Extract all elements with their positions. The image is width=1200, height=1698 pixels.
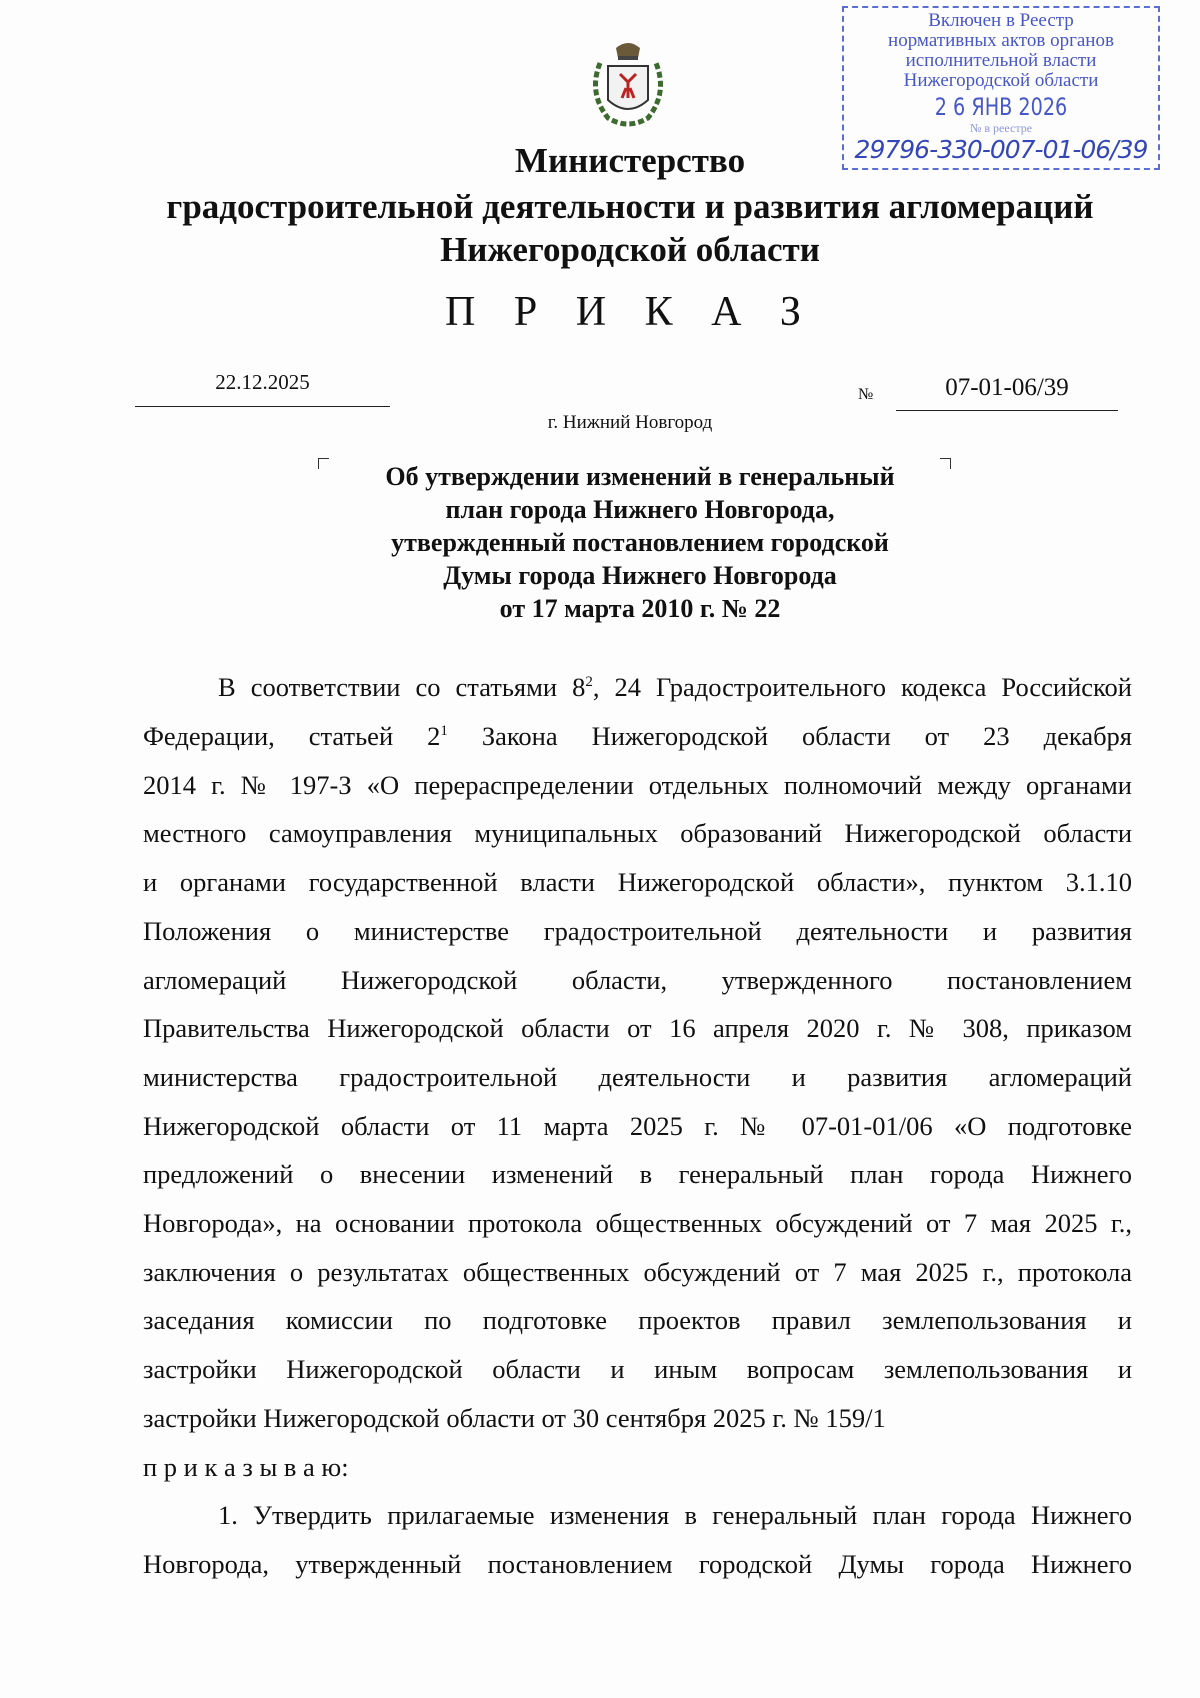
subject-line: от 17 марта 2010 г. № 22 <box>499 594 781 623</box>
body-line <box>143 965 1132 995</box>
stamp-reg-number: 29796-330-007-01-06/39 <box>854 135 1148 164</box>
superscript: 1 <box>440 723 448 740</box>
body-line <box>143 1208 1132 1238</box>
body-line <box>143 721 1132 751</box>
line-text: Новгорода», на основании протокола общественных обсуждений от 7 мая 2025 г., <box>143 1208 1132 1238</box>
subject-line: Об утверждении изменений в генеральный <box>385 462 895 491</box>
subject-heading <box>300 460 980 625</box>
ministry-title-line3: Нижегородской области <box>440 230 820 269</box>
stamp-line: нормативных актов органов <box>888 30 1114 51</box>
line-text: 2014 г. № 197-З «О перераспределении отдельных полномочий между органами <box>143 770 1132 800</box>
document-type: П Р И К А З <box>445 289 815 335</box>
stamp-date: 2 6 ЯНВ 2026 <box>934 93 1068 121</box>
line-text: Правительства Нижегородской области от 16 апреля 2020 г. № 308, приказом <box>143 1013 1132 1043</box>
subject-line: утвержденный постановлением городской <box>391 528 889 557</box>
line-text: п р и к а з ы в а ю: <box>143 1452 349 1482</box>
document-number <box>896 374 1118 411</box>
line-text: застройки Нижегородской области от 30 сентября 2025 г. № 159/1 <box>143 1403 886 1433</box>
body-line <box>143 1549 1132 1579</box>
body-line <box>143 1111 1132 1141</box>
body-line <box>143 1159 1132 1189</box>
body-line <box>218 1500 1132 1530</box>
subject-line: план города Нижнего Новгорода, <box>445 495 835 524</box>
body-line <box>143 1013 1132 1043</box>
line-text: Закона Нижегородской области от 23 декабря <box>447 721 1132 751</box>
body-line <box>143 1452 1132 1482</box>
registry-stamp <box>842 6 1160 170</box>
body-line <box>143 916 1132 946</box>
superscript: 2 <box>585 674 593 691</box>
line-text: агломераций Нижегородской области, утвержденного постановлением <box>143 965 1132 995</box>
line-text: заключения о результатах общественных обсуждений от 7 мая 2025 г., протокола <box>143 1257 1132 1287</box>
line-text: 1. Утвердить прилагаемые изменения в генеральный план города Нижнего <box>218 1500 1132 1530</box>
line-text: Федерации, статьей 2 <box>143 721 441 751</box>
body-line <box>143 1403 1132 1433</box>
ministry-title-line1: Министерство <box>514 141 746 180</box>
city: г. Нижний Новгород <box>547 412 713 433</box>
stamp-line: исполнительной власти <box>905 50 1097 71</box>
line-text: , 24 Градостроительного кодекса Российской <box>592 672 1132 702</box>
subject-line: Думы города Нижнего Новгорода <box>443 561 837 590</box>
stamp-line: Включен в Реестр <box>928 10 1074 31</box>
number-sign: № <box>858 386 874 403</box>
line-text: Положения о министерстве градостроительной деятельности и развития <box>143 916 1132 946</box>
stamp-reg-label: № в реестре <box>969 121 1033 135</box>
line-text: заседания комиссии по подготовке проектов правил землепользования и <box>143 1305 1132 1335</box>
body-line <box>143 770 1132 800</box>
body-line <box>143 818 1132 848</box>
document-date <box>135 370 390 407</box>
body-line <box>143 1257 1132 1287</box>
body-line <box>143 1354 1132 1384</box>
date-value: 22.12.2025 <box>215 370 310 394</box>
line-text: Новгорода, утвержденный постановлением городской Думы города Нижнего <box>143 1549 1132 1579</box>
line-text: министерства градостроительной деятельности и развития агломераций <box>143 1062 1132 1092</box>
coat-of-arms-icon <box>578 38 678 138</box>
body-line <box>143 867 1132 897</box>
line-text: застройки Нижегородской области и иным вопросам землепользования и <box>143 1354 1132 1384</box>
stamp-line: Нижегородской области <box>903 70 1099 91</box>
line-text: Нижегородской области от 11 марта 2025 г. № 07-01-01/06 «О подготовке <box>143 1111 1132 1141</box>
ministry-title-line2: градостроительной деятельности и развития агломераций <box>166 187 1094 226</box>
line-text: и органами государственной власти Нижегородской области», пунктом 3.1.10 <box>143 867 1132 897</box>
body-line <box>143 1062 1132 1092</box>
body-line <box>218 672 1132 702</box>
number-value: 07-01-06/39 <box>945 374 1069 401</box>
line-text: предложений о внесении изменений в генеральный план города Нижнего <box>143 1159 1132 1189</box>
line-text: В соответствии со статьями 8 <box>218 672 586 702</box>
body-line <box>143 1305 1132 1335</box>
line-text: местного самоуправления муниципальных образований Нижегородской области <box>143 818 1132 848</box>
